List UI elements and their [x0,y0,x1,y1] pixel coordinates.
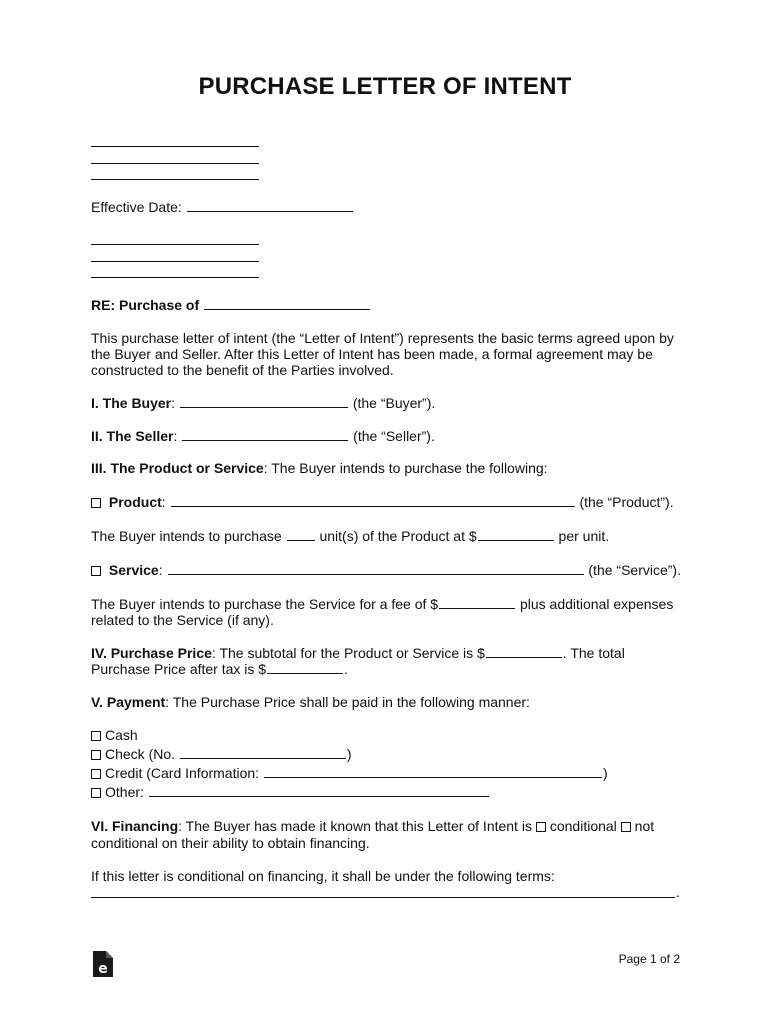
re-row [91,297,371,313]
product-units-row [91,528,609,544]
recipient-line-1[interactable] [91,244,259,245]
re-label: RE: Purchase of [91,297,200,313]
payment-check-row [91,746,352,762]
effective-date-label: Effective Date: [91,199,182,215]
seller-row: II. The Seller: (the “Seller”). [91,428,435,444]
recipient-line-2[interactable] [91,261,259,262]
payment-credit-row [91,765,608,781]
price-text4: . [344,661,348,677]
buyer-label: I. The Buyer [91,395,172,411]
conditional-checkbox[interactable] [536,822,546,832]
svg-text:e: e [98,961,108,977]
payment-cash-row [91,727,138,743]
payment-text: The Purchase Price shall be paid in the following manner: [172,694,530,710]
service-field[interactable] [168,562,584,575]
card-info-field[interactable] [264,765,602,778]
financing-row: VI. Financing: The Buyer has made it known that this Letter of Intent is conditional not [91,818,655,834]
re-purchase-field[interactable] [204,297,370,310]
units-prefix: The Buyer intends to purchase [91,528,282,544]
service-checkbox[interactable] [91,566,101,576]
seller-suffix: (the “Seller”). [353,428,435,444]
financing-text1: The Buyer has made it known that this Letter of Intent is [185,818,532,834]
financing-label: VI. Financing [91,818,179,834]
total-price-field[interactable] [267,661,343,674]
sender-line-1[interactable] [91,146,259,147]
cash-checkbox[interactable] [91,731,101,741]
check-number-field[interactable] [180,746,346,759]
service-label: Service [108,562,159,578]
seller-label: II. The Seller [91,428,174,444]
product-service-label: III. The Product or Service [91,460,264,476]
subtotal-field[interactable] [486,645,562,658]
financing-terms-field[interactable] [91,897,675,898]
check-close: ) [346,746,352,762]
product-suffix: (the “Product”). [579,494,674,510]
credit-checkbox[interactable] [91,769,101,779]
other-checkbox[interactable] [91,788,101,798]
price-text3: Purchase Price after tax is $ [91,661,267,677]
other-label: Other: [105,784,144,800]
conditional-label: conditional [549,818,617,834]
seller-field[interactable] [182,428,348,441]
document-title: PURCHASE LETTER OF INTENT [198,73,572,100]
service-row: Service: (the “Service”). [91,562,681,578]
payment-label: V. Payment [91,694,166,710]
financing-line2: conditional on their ability to obtain financing. [91,835,370,851]
terms-period: . [676,884,680,900]
intro-paragraph: This purchase letter of intent (the “Letter of Intent”) represents the basic terms agreed upon by the Buyer and Seller. After this Letter of Intent has been made, a formal agreement may be constructed to the benefit of the Parties involved. [91,330,674,378]
page-number: Page 1 of 2 [618,952,680,966]
recipient-line-3[interactable] [91,277,259,278]
price-text1: The subtotal for the Product or Service is $ [219,645,485,661]
service-fee-row [91,596,673,612]
eforms-logo-icon [92,950,114,978]
fee-prefix: The Buyer intends to purchase the Service for a fee of $ [91,596,439,612]
fee-line2: related to the Service (if any). [91,612,274,628]
financing-terms: If this letter is conditional on financing, it shall be under the following terms: [91,868,555,884]
buyer-suffix: (the “Buyer”). [352,395,436,411]
check-checkbox[interactable] [91,750,101,760]
unit-price-field[interactable] [478,528,554,541]
credit-label: Credit (Card Information: [105,765,260,781]
buyer-field[interactable] [180,395,348,408]
service-fee-field[interactable] [439,596,515,609]
payment-other-row [91,784,490,800]
product-service-row: III. The Product or Service: The Buyer intends to purchase the following: [91,460,548,476]
sender-line-3[interactable] [91,179,259,180]
price-row-2 [91,661,348,677]
product-row: Product: (the “Product”). [91,494,674,510]
not-conditional-checkbox[interactable] [621,822,631,832]
payment-row: V. Payment: The Purchase Price shall be paid in the following manner: [91,694,530,710]
price-row: IV. Purchase Price: The subtotal for the Product or Service is $ . The total [91,645,625,661]
check-label: Check (No. [105,746,176,762]
price-label: IV. Purchase Price [91,645,212,661]
fee-suffix: plus additional expenses [519,596,674,612]
buyer-row: I. The Buyer: (the “Buyer”). [91,395,436,411]
effective-date-field[interactable] [187,199,353,212]
product-label: Product [108,494,162,510]
units-mid: unit(s) of the Product at $ [319,528,477,544]
cash-label: Cash [105,727,138,743]
not-label: not [634,818,655,834]
credit-close: ) [602,765,608,781]
other-field[interactable] [149,784,489,797]
price-text2: . The total [562,645,625,661]
product-checkbox[interactable] [91,498,101,508]
product-service-text: The Buyer intends to purchase the following: [271,460,548,476]
units-quantity-field[interactable] [287,528,315,541]
effective-date-row [91,199,354,215]
sender-line-2[interactable] [91,163,259,164]
product-field[interactable] [171,494,575,507]
units-suffix: per unit. [558,528,610,544]
service-suffix: (the “Service”). [588,562,681,578]
